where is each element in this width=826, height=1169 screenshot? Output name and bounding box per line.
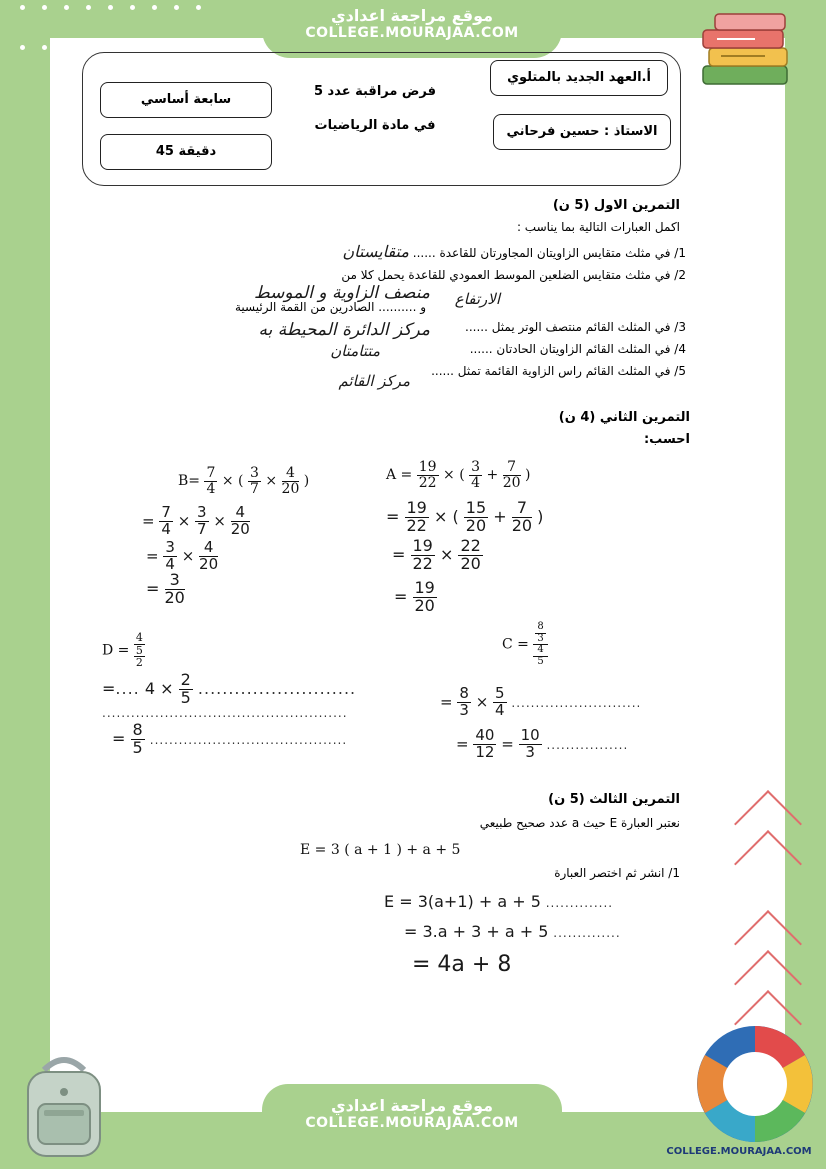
times-sign: × — [265, 473, 278, 490]
step-text: = 3.a + 3 + a + 5 — [404, 922, 549, 941]
ex3-title: التمرين الثالث (5 ن) — [548, 792, 680, 807]
teacher-name: الاستاذ : حسين فرحاني — [506, 124, 658, 139]
numerator: 8 — [537, 621, 544, 632]
label-B: B= — [178, 473, 201, 490]
numerator: 19 — [406, 498, 427, 517]
ex1-instruction: اكمل العبارات التالية بما يناسب : — [516, 220, 680, 234]
numerator: 19 — [418, 459, 437, 475]
numerator: 22 — [460, 536, 481, 555]
denominator: 3 — [537, 632, 544, 644]
denominator: 7 — [249, 480, 259, 497]
ex1-item-2 — [286, 268, 686, 282]
denominator: 4 — [471, 474, 481, 491]
numerator: 40 — [475, 726, 495, 744]
ex3-step-2: = 3.a + 3 + a + 5 .............. — [404, 922, 621, 941]
school-box — [490, 60, 668, 96]
exam-duration: 45 دقيقة — [155, 144, 217, 159]
denominator: 20 — [460, 553, 481, 573]
ex3-question-1: 1/ انشر ثم اختصر العبارة — [554, 866, 680, 880]
site-name-ar: موقع مراجعة اعدادي — [330, 1096, 494, 1115]
numerator: 10 — [520, 726, 540, 744]
times-sign: × — [475, 692, 489, 711]
times-sign: × — [181, 546, 195, 565]
numerator: 19 — [412, 536, 433, 555]
C-step-2: = $\frac{40}{12}$ = $\frac{10}{3}$ ................. — [456, 726, 629, 761]
equals-sign: = — [112, 728, 126, 748]
denominator: 20 — [465, 515, 487, 535]
ex1-item-3 — [436, 320, 686, 334]
ex1-item-text: 5/ في المثلث القائم راس الزاوية القائمة تمثل ...... — [431, 364, 686, 378]
expr-A: A = $\frac{19}{22}$ × ( $\frac{3}{4}$ + $\frac{7}{20}$ ) — [386, 459, 531, 491]
expr-B: B= $\frac{7}{4}$ × ( $\frac{3}{7}$ × $\frac{4}{20}$ ) — [178, 465, 310, 497]
ex3-step-1: E = 3(a+1) + a + 5 .............. — [384, 892, 614, 911]
D-step-2: = $\frac{8}{5}$ ......................................... — [112, 720, 348, 757]
plus-sign: + — [493, 506, 507, 526]
fraction — [469, 460, 482, 490]
denominator: 7 — [197, 519, 207, 538]
site-logo-icon[interactable] — [693, 1022, 817, 1146]
numerator: 3 — [197, 503, 207, 521]
class-level: سابعة أساسي — [140, 92, 232, 107]
B-step-3 — [146, 572, 185, 607]
numerator: 4 — [282, 466, 300, 482]
equals-sign: = — [102, 678, 116, 698]
numerator: 7 — [161, 503, 171, 521]
site-url: COLLEGE.MOURAJAA.COM — [305, 25, 519, 41]
denominator: 12 — [475, 742, 495, 761]
ex1-item-4 — [436, 342, 686, 356]
numerator: 5 — [135, 643, 143, 657]
numerator: 19 — [414, 578, 435, 597]
ex1-item-text: و .......... الصادرين من القمة الرئيسية — [234, 300, 426, 314]
equals-sign: = — [394, 586, 408, 606]
denominator: 5 — [180, 687, 191, 707]
numerator: 2 — [180, 670, 191, 689]
equals-sign: = — [440, 692, 453, 711]
denominator: 4 — [495, 700, 505, 719]
numerator: 15 — [465, 498, 487, 517]
ex1-answer: الارتفاع — [454, 290, 500, 308]
A-step-3 — [394, 580, 437, 615]
times-sign: × — [433, 506, 448, 526]
numerator: 4 — [135, 631, 143, 644]
denominator: 20 — [511, 515, 533, 535]
expr-D — [102, 632, 145, 669]
denominator: 2 — [135, 656, 143, 670]
denominator: 20 — [502, 474, 521, 491]
numerator: 4 — [533, 645, 547, 657]
C-step-1: = $\frac{8}{3}$ × $\frac{5}{4}$ ........................... — [440, 684, 642, 719]
books-icon — [695, 12, 795, 92]
ex1-title: التمرين الاول (5 ن) — [552, 198, 680, 213]
ex1-item-1 — [126, 242, 686, 261]
numerator: 5 — [495, 684, 505, 702]
numerator: 7 — [512, 500, 532, 518]
ex1-answer: متتامتان — [330, 342, 380, 360]
denominator: 4 — [161, 519, 171, 538]
site-banner-top[interactable] — [262, 0, 562, 58]
label-A: A = — [386, 467, 413, 484]
times-sign: × — [221, 473, 234, 490]
equals-sign: = — [392, 544, 406, 564]
B-step-1 — [142, 505, 250, 538]
equals-sign: = — [146, 578, 160, 598]
denominator: 20 — [230, 519, 250, 538]
denominator: 22 — [412, 553, 433, 573]
numerator: 8 — [459, 684, 469, 702]
fraction — [417, 460, 439, 490]
ex1-item-text: 3/ في المثلث القائم منتصف الوتر يمثل ...... — [465, 320, 686, 334]
numerator: 3 — [471, 459, 481, 475]
ex2-instruction: احسب: — [643, 432, 690, 447]
denominator: 5 — [537, 655, 544, 667]
numerator: 3 — [249, 465, 259, 481]
denominator: 20 — [281, 480, 300, 497]
times-sign: × — [443, 467, 455, 484]
expr-C — [502, 622, 548, 667]
level-box — [100, 82, 272, 118]
times-sign: × — [177, 511, 191, 530]
denominator: 20 — [414, 595, 435, 615]
equals-sign: = — [142, 511, 155, 530]
exam-subject: في مادة الرياضيات — [314, 118, 436, 133]
equals-sign: = — [456, 734, 469, 753]
denominator: 20 — [199, 554, 219, 573]
ex3-expression: E = 3 ( a + 1 ) + a + 5 — [300, 842, 461, 858]
backpack-icon — [14, 1052, 114, 1162]
ex1-item-text: 4/ في المثلث القائم الزاويتان الحادتان ...... — [469, 342, 686, 356]
ex1-item-text: 2/ في مثلث متقايس الضلعين الموسط العمودي للقاعدة يحمل كلا من — [341, 268, 686, 282]
times-sign: × — [439, 544, 454, 564]
plus-sign: + — [486, 467, 499, 484]
ex1-item-5 — [416, 364, 686, 378]
site-url: COLLEGE.MOURAJAA.COM — [305, 1115, 519, 1131]
denominator: 22 — [418, 474, 437, 491]
A-step-2 — [392, 538, 483, 573]
numerator: 8 — [132, 720, 143, 739]
times-sign: × — [160, 678, 174, 698]
dotted-line: ................................................... — [102, 706, 348, 720]
step-text: = 4a + 8 — [412, 952, 512, 977]
denominator: 3 — [459, 700, 469, 719]
equals-sign: = — [386, 506, 400, 526]
value: 4 — [144, 678, 156, 698]
denominator: 3 — [525, 742, 535, 761]
teacher-box — [493, 114, 671, 150]
ex1-item-2b — [106, 300, 426, 314]
fraction — [503, 460, 521, 490]
denominator: 4 — [165, 554, 175, 573]
numerator: 7 — [206, 465, 216, 481]
logo-caption: COLLEGE.MOURAJAA.COM — [666, 1146, 812, 1157]
ex1-answer: مركز الدائرة المحيطة به — [258, 320, 430, 340]
duration-box — [100, 134, 272, 170]
label-D: D = — [102, 642, 130, 659]
ex1-answer: منصف الزاوية و الموسط — [254, 283, 430, 303]
label-C: C = — [502, 636, 529, 653]
times-sign: × — [213, 511, 226, 530]
exam-title: فرض مراقبة عدد 5 — [313, 84, 437, 99]
equals-sign: = — [146, 546, 159, 565]
equals-sign: = — [501, 734, 514, 753]
numerator: 3 — [165, 538, 175, 556]
ex3-step-3 — [412, 952, 511, 977]
A-step-1: = $\frac{19}{22}$ × ( $\frac{15}{20}$ + $\frac{7}{20}$ ) — [386, 498, 544, 535]
step-text: E = 3(a+1) + a + 5 — [384, 892, 541, 911]
numerator: 4 — [199, 540, 218, 557]
site-name-ar: موقع مراجعة اعدادي — [330, 6, 494, 25]
denominator: 22 — [406, 515, 427, 535]
numerator: 7 — [503, 460, 521, 476]
ex1-item-text: 1/ في مثلث متقايس الزاويتان المجاورتان للقاعدة ...... — [412, 246, 686, 260]
ex1-answer: متقايستان — [342, 242, 409, 261]
denominator: 20 — [164, 587, 185, 607]
ex2-title: التمرين الثاني (4 ن) — [558, 410, 690, 425]
numerator: 4 — [231, 505, 250, 522]
ex1-answer: مركز القائم — [338, 372, 410, 390]
denominator: 4 — [206, 480, 216, 497]
B-step-2 — [146, 540, 218, 573]
D-step-1: =.... 4 × $\frac{2}{5}$ .......................... — [102, 670, 357, 707]
site-banner-bottom[interactable] — [262, 1084, 562, 1154]
school-name: أ.العهد الجديد بالمتلوي — [507, 70, 651, 85]
denominator: 5 — [132, 737, 143, 757]
numerator: 3 — [165, 572, 185, 590]
ex3-intro: نعتبر العبارة E حيث a عدد صحيح طبيعي — [479, 816, 680, 830]
